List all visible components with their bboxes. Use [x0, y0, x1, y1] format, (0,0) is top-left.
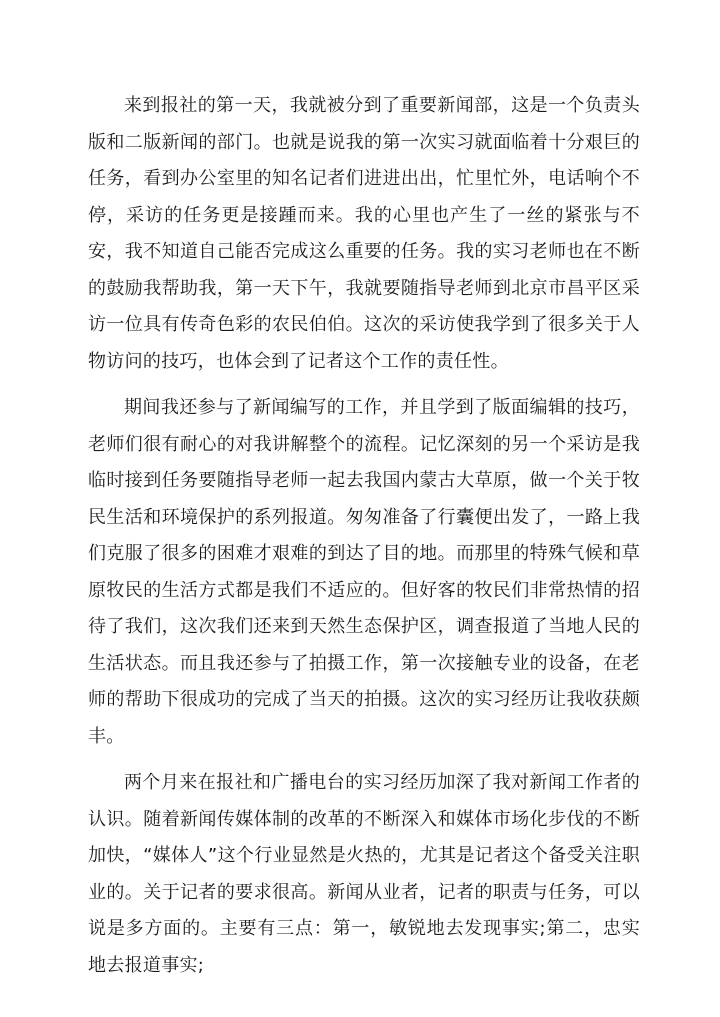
paragraph-1: 来到报社的第一天，我就被分到了重要新闻部，这是一个负责头版和二版新闻的部门。也就是说我的第一次实习就面临着十分艰巨的任务，看到办公室里的知名记者们进进出出，忙里忙外，电话响个不停，采访的任务更是接踵而来。我的心里也产生了一丝的紧张与不安，我不知道自己能否完成这么重要的任务。我的实习老师也在不断的鼓励我帮助我，第一天下午，我就要随指导老师到北京市昌平区采访一位具有传奇色彩的农民伯伯。这次的采访使我学到了很多关于人物访问的技巧，也体会到了记者这个工作的责任性。: [88, 95, 640, 372]
document-body: [88, 88, 640, 984]
paragraph-3: 两个月来在报社和广播电台的实习经历加深了我对新闻工作者的认识。随着新闻传媒体制的改革的不断深入和媒体市场化步伐的不断加快，“媒体人”这个行业显然是火热的，尤其是记者这个备受关注职业的。关于记者的要求很高。新闻从业者，记者的职责与任务，可以说是多方面的。主要有三点：第一，敏锐地去发现事实;第二，忠实地去报道事实;: [88, 772, 640, 976]
paragraph-2: 期间我还参与了新闻编写的工作，并且学到了版面编辑的技巧，老师们很有耐心的对我讲解整个的流程。记忆深刻的另一个采访是我临时接到任务要随指导老师一起去我国内蒙古大草原，做一个关于牧民生活和环境保护的系列报道。匆匆准备了行囊便出发了，一路上我们克服了很多的困难才艰难的到达了目的地。而那里的特殊气候和草原牧民的生活方式都是我们不适应的。但好客的牧民们非常热情的招待了我们，这次我们还来到天然生态保护区，调查报道了当地人民的生活状态。而且我还参与了拍摄工作，第一次接触专业的设备，在老师的帮助下很成功的完成了当天的拍摄。这次的实习经历让我收获颇丰。: [88, 397, 640, 747]
